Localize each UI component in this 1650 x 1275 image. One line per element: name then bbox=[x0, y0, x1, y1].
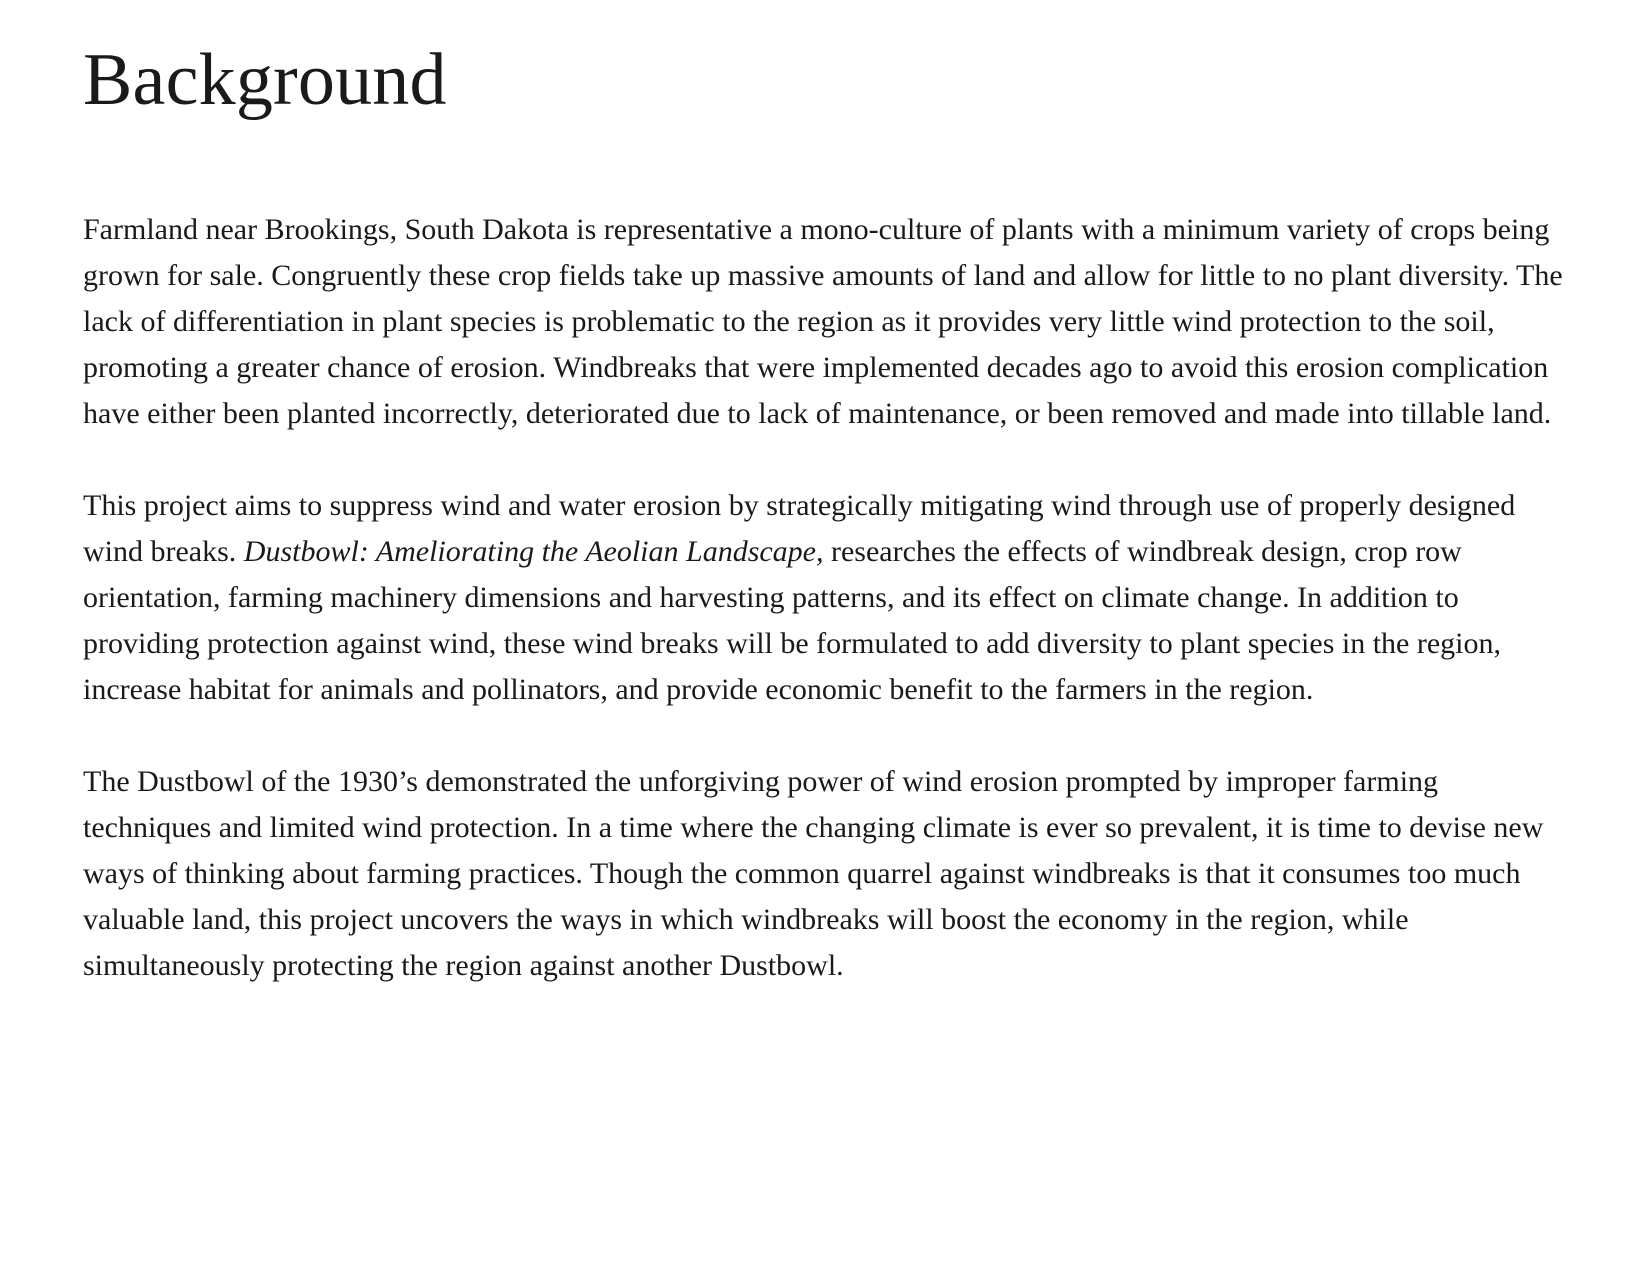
document-page bbox=[83, 38, 1568, 1035]
document-body bbox=[83, 207, 1568, 989]
project-title-italic: Dustbowl: Ameliorating the Aeolian Landscape, bbox=[243, 535, 824, 569]
page-title: Background bbox=[83, 39, 447, 121]
paragraph-3: The Dustbowl of the 1930’s demonstrated the unforgiving power of wind erosion prompted by improper farming techniques and limited wind protection. In a time where the changing climate is ever so prevalent, it is time to devise new ways of thinking about farming practices. Though the common quarrel against windbreaks is that it consumes too much valuable land, this project uncovers the ways in which windbreaks will boost the economy in the region, while simultaneously protecting the region against another Dustbowl. bbox=[83, 765, 1544, 983]
paragraph-2 bbox=[83, 483, 1568, 713]
paragraph-2-text-before: This project aims to suppress wind and water erosion by strategically mitigating wind through use of properly designed wind breaks. bbox=[83, 489, 1516, 569]
paragraph-1: Farmland near Brookings, South Dakota is representative a mono-culture of plants with a minimum variety of crops being grown for sale. Congruently these crop fields take up massive amounts of land and allow for little to no plant diversity. The lack of differentiation in plant species is problematic to the region as it provides very little wind protection to the soil, promoting a greater chance of erosion. Windbreaks that were implemented decades ago to avoid this erosion complication have either been planted incorrectly, deteriorated due to lack of maintenance, or been removed and made into tillable land. bbox=[83, 213, 1563, 431]
paragraph-2-text-after: researches the effects of windbreak design, crop row orientation, farming machinery dimensions and harvesting patterns, and its effect on climate change. In addition to providing protection against wind, these wind breaks will be formulated to add diversity to plant species in the region, increase habitat for animals and pollinators, and provide economic benefit to the farmers in the region. bbox=[83, 535, 1502, 707]
